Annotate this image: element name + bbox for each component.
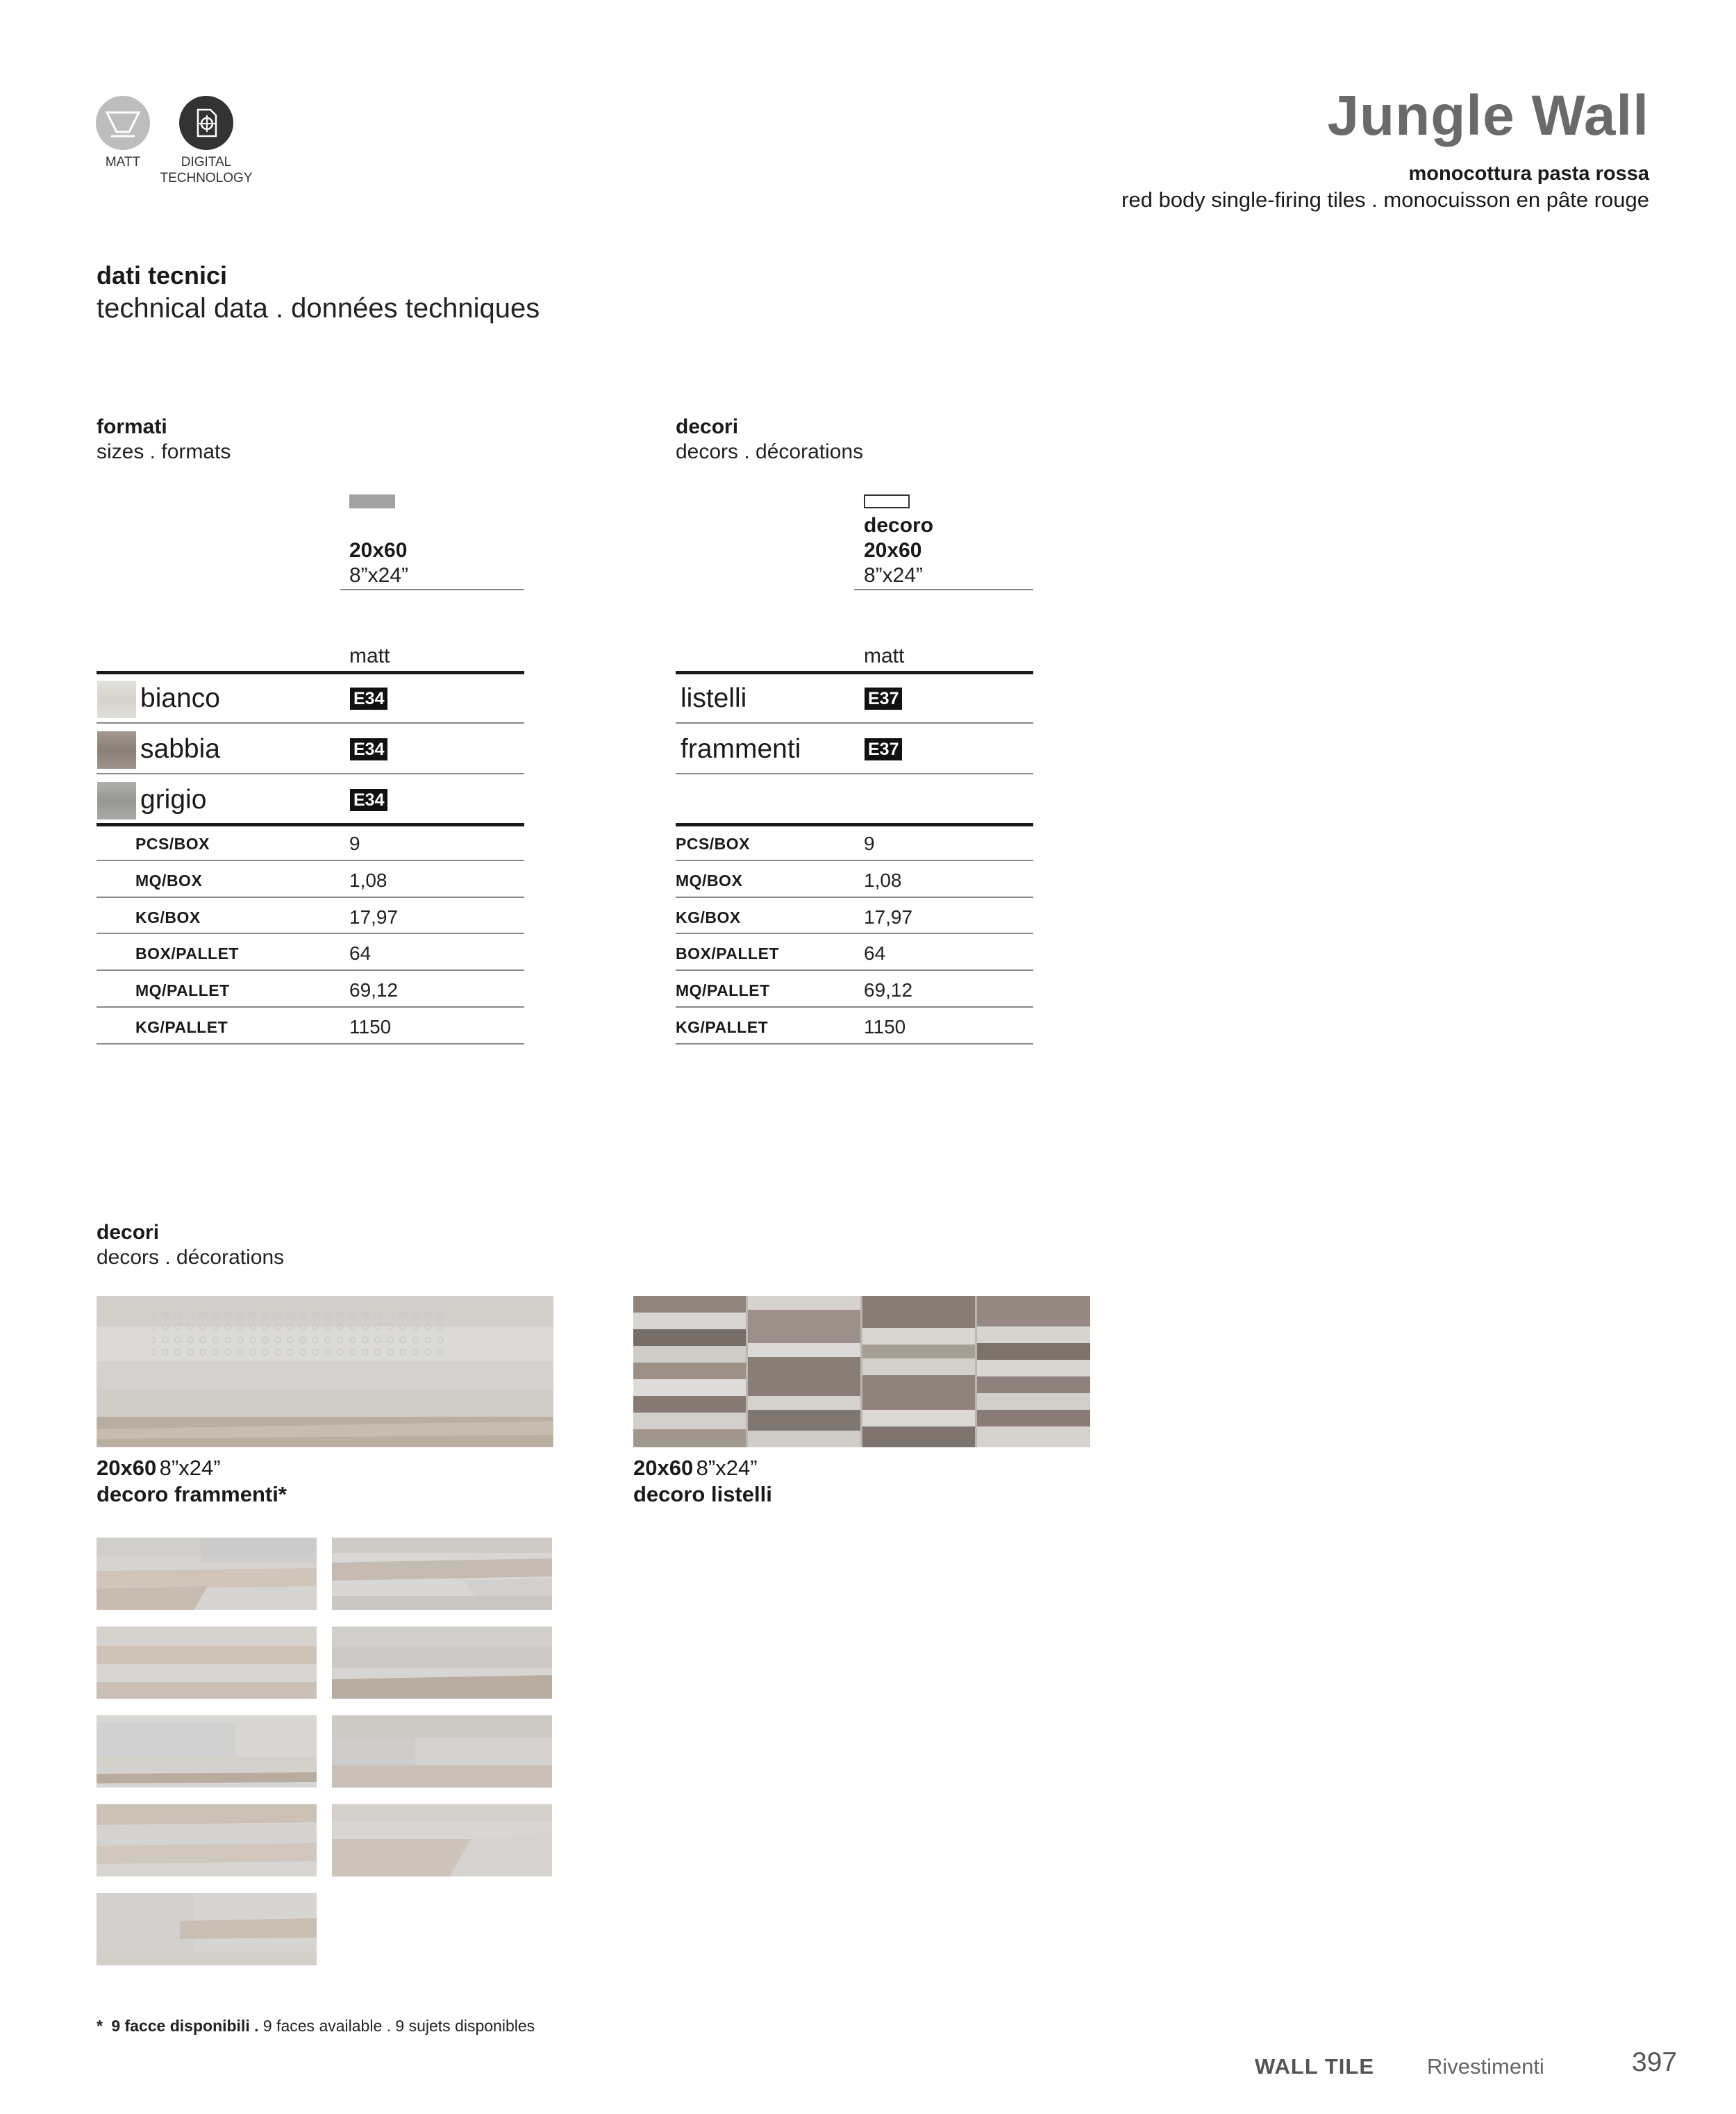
decor-format-swatch [864,494,910,508]
bianco-swatch [97,681,136,718]
spec-label: MQ/BOX [676,872,743,890]
spec-value: 1,08 [864,869,902,891]
color-code-badge: E34 [350,688,387,710]
spec-label: MQ/PALLET [676,981,770,999]
frammenti-variant-7 [97,1804,317,1876]
sizes-subheading: sizes . formats [97,440,231,463]
decor-code-badge: E37 [865,688,902,710]
spec-label: MQ/PALLET [135,981,230,999]
subtitle-translations: red body single-firing tiles . monocuisson en pâte rouge [1121,188,1649,212]
spec-value: 64 [864,942,886,964]
decors-table-top-rule [676,671,1033,674]
row-divider [97,1006,524,1008]
listelli-format: 20x60 [633,1456,694,1480]
digital-technology-icon [179,96,233,150]
decors-table-heading: decori [676,415,739,438]
sizes-finish: matt [349,644,390,667]
frammenti-variant-9 [97,1893,317,1965]
spec-value: 69,12 [864,979,913,1001]
row-divider [676,722,1033,724]
row-divider [97,722,524,724]
spec-value: 17,97 [864,906,913,928]
spec-value: 1,08 [349,869,387,891]
color-name: bianco [140,683,220,713]
spec-label: BOX/PALLET [135,944,239,963]
color-name: sabbia [140,734,220,764]
spec-label: KG/PALLET [676,1018,769,1036]
row-divider [97,1043,524,1044]
footnote-rest: 9 faces available . 9 sujets disponibles [262,2017,535,2035]
frammenti-variant-2 [332,1538,552,1610]
decor-finish: matt [864,644,905,667]
footnote [97,2017,535,2036]
spec-label: KG/BOX [135,908,201,926]
spec-value: 1150 [864,1016,906,1038]
decor-code-badge: E37 [865,738,902,760]
sabbia-swatch [97,731,136,769]
digital-label-line1: DIGITAL [181,155,232,169]
digital-label-line2: TECHNOLOGY [160,171,253,185]
spec-value: 9 [864,833,875,854]
color-code-badge: E34 [350,789,387,811]
color-name: grigio [140,785,207,815]
spec-label: PCS/BOX [135,835,210,853]
listelli-name: decoro listelli [633,1482,772,1506]
spec-value: 1150 [349,1016,392,1038]
spec-label: MQ/BOX [135,872,203,890]
decor-name: listelli [681,683,747,713]
sizes-heading: formati [97,415,167,438]
row-divider [676,773,1033,774]
frammenti-variant-8 [332,1804,552,1876]
frammenti-format-inch: 8”x24” [159,1456,221,1480]
frammenti-name: decoro frammenti* [97,1482,287,1506]
decors-table-subheading: decors . décorations [676,440,864,463]
row-divider [97,933,524,934]
footer-category: WALL TILE [1255,2054,1375,2079]
footer-category-it: Rivestimenti [1427,2054,1544,2079]
decors-specs-top-rule [676,823,1033,826]
matt-finish-badge [96,96,150,150]
spec-label: KG/PALLET [135,1018,228,1036]
technical-subheading: technical data . données techniques [97,293,540,324]
row-divider [97,969,524,971]
decor-format-inch: 8”x24” [864,564,924,587]
frammenti-variant-5 [97,1715,317,1788]
frammenti-variant-1 [97,1538,317,1610]
row-divider [676,1043,1033,1044]
digital-technology-badge [179,96,233,150]
sizes-format: 20x60 [349,539,408,562]
spec-label: BOX/PALLET [676,944,779,963]
frammenti-variant-4 [332,1626,552,1699]
row-divider [97,860,524,861]
sizes-specs-top-rule [97,823,524,826]
sizes-table-top-rule [97,671,524,674]
row-divider [676,897,1033,898]
format-swatch [349,494,395,508]
decor-format: 20x60 [864,539,922,562]
decor-name: frammenti [681,734,801,764]
matt-badge-label: MATT [105,155,141,169]
decoro-frammenti-image [97,1296,553,1447]
decors-gallery-heading: decori [97,1221,160,1244]
row-divider [676,969,1033,971]
spec-value: 64 [349,942,372,964]
frammenti-caption-line1 [97,1456,221,1481]
row-divider [97,897,524,898]
grigio-swatch [97,782,136,819]
row-divider [97,773,524,774]
footnote-bold: 9 facce disponibili . [111,2017,259,2035]
row-divider [676,1006,1033,1008]
decor-type: decoro [864,514,934,537]
row-divider [676,933,1033,934]
color-code-badge: E34 [350,738,387,760]
digital-technology-label [147,154,265,186]
frammenti-variant-3 [97,1626,317,1699]
row-divider [676,860,1033,861]
matt-finish-icon [96,96,150,150]
spec-value: 69,12 [349,979,399,1001]
spec-value: 9 [349,833,360,854]
listelli-caption-line1 [633,1456,758,1481]
decor-format-divider [854,589,1033,590]
page-number: 397 [1632,2047,1678,2077]
decors-gallery-subheading: decors . décorations [97,1246,285,1269]
spec-label: KG/BOX [676,908,741,926]
footnote-star: * [97,2017,103,2035]
frammenti-variant-6 [332,1715,552,1788]
spec-value: 17,97 [349,906,399,928]
format-divider [340,589,524,590]
subtitle-italian: monocottura pasta rossa [1408,163,1649,185]
listelli-format-inch: 8”x24” [696,1456,758,1480]
page-title: Jungle Wall [1327,84,1649,147]
frammenti-format: 20x60 [97,1456,157,1480]
spec-label: PCS/BOX [676,835,751,853]
technical-heading: dati tecnici [97,261,228,290]
decoro-listelli-image [633,1296,1090,1447]
sizes-format-inch: 8”x24” [349,564,409,587]
